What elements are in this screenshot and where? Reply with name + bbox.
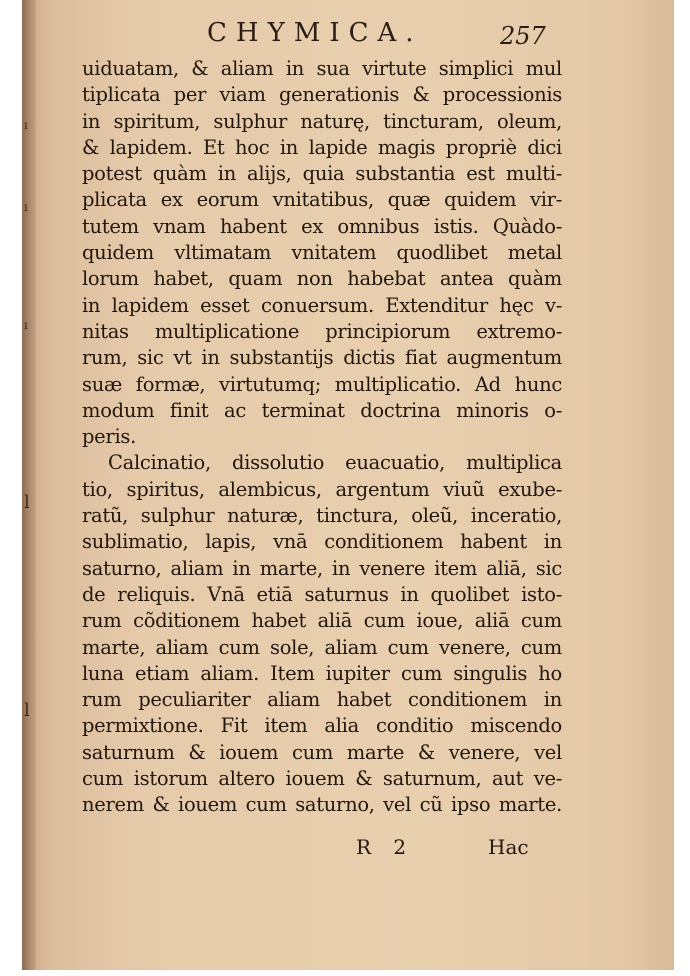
signature-mark: R 2 — [356, 835, 415, 859]
text-line: peris. — [82, 425, 136, 449]
text-line: luna etiam aliam. Item iupiter cum singulis ho — [82, 661, 562, 685]
text-line: nitas multiplicatione principiorum extremo- — [82, 319, 562, 343]
text-line: ratũ, sulphur naturæ, tinctura, oleũ, inceratio, — [82, 504, 562, 528]
text-line: rum peculiariter aliam habet conditionem in — [82, 688, 562, 712]
text-line: in spiritum, sulphur naturę, tincturam, oleum, — [82, 109, 562, 133]
text-line: rum, sic vt in substantijs dictis fiat augmentum — [82, 346, 562, 370]
text-line: suæ formæ, virtutumq; multiplicatio. Ad hunc — [82, 372, 562, 396]
text-line: rum cõditionem habet aliā cum ioue, aliā cum — [82, 609, 562, 633]
text-line: saturno, aliam in marte, in venere item aliā, sic — [82, 556, 562, 580]
text-block — [82, 56, 562, 819]
text-line: potest quàm in alijs, quia substantia est multi- — [82, 162, 562, 186]
text-line: marte, aliam cum sole, aliam cum venere, cum — [82, 635, 562, 659]
text-line: tutem vnam habent ex omnibus istis. Quàdo- — [82, 214, 562, 238]
book-page — [22, 0, 674, 970]
margin-mark: ı — [24, 200, 28, 214]
text-line: tiplicata per viam generationis & processionis — [82, 83, 562, 107]
catchword: Hac — [488, 835, 529, 859]
page-gutter-shadow — [22, 0, 36, 970]
text-line: modum finit ac terminat doctrina minoris o- — [82, 398, 562, 422]
text-line: lorum habet, quam non habebat antea quàm — [82, 267, 562, 291]
text-line: & lapidem. Et hoc in lapide magis propriè dici — [82, 135, 562, 159]
text-line: cum istorum altero iouem & saturnum, aut ve- — [82, 767, 562, 791]
margin-mark: l — [24, 700, 30, 721]
text-line: permixtione. Fit item alia conditio miscendo — [82, 714, 562, 738]
paragraph-start-line: Calcinatio, dissolutio euacuatio, multiplica — [108, 451, 562, 475]
text-line: uiduatam, & aliam in sua virtute simplici mul — [82, 57, 562, 80]
text-line: quidem vltimatam vnitatem quodlibet metal — [82, 241, 562, 265]
text-line: nerem & iouem cum saturno, vel cũ ipso marte. — [82, 793, 562, 817]
text-line: sublimatio, lapis, vnā conditionem habent in — [82, 530, 562, 554]
margin-mark: l — [24, 492, 30, 513]
page-footer — [22, 835, 674, 865]
text-line: in lapidem esset conuersum. Extenditur hęc v- — [82, 293, 562, 317]
page-number: 257 — [500, 22, 546, 50]
text-line: saturnum & iouem cum marte & venere, vel — [82, 740, 562, 764]
text-line: tio, spiritus, alembicus, argentum viuũ exube- — [82, 477, 562, 501]
margin-mark: ı — [24, 118, 28, 132]
page-header — [22, 12, 674, 52]
text-line: de reliquis. Vnā etiā saturnus in quolibet isto- — [82, 582, 562, 606]
running-title: CHYMICA. — [207, 18, 423, 48]
text-line: plicata ex eorum vnitatibus, quæ quidem vir- — [82, 188, 562, 212]
margin-mark: ı — [24, 318, 28, 332]
